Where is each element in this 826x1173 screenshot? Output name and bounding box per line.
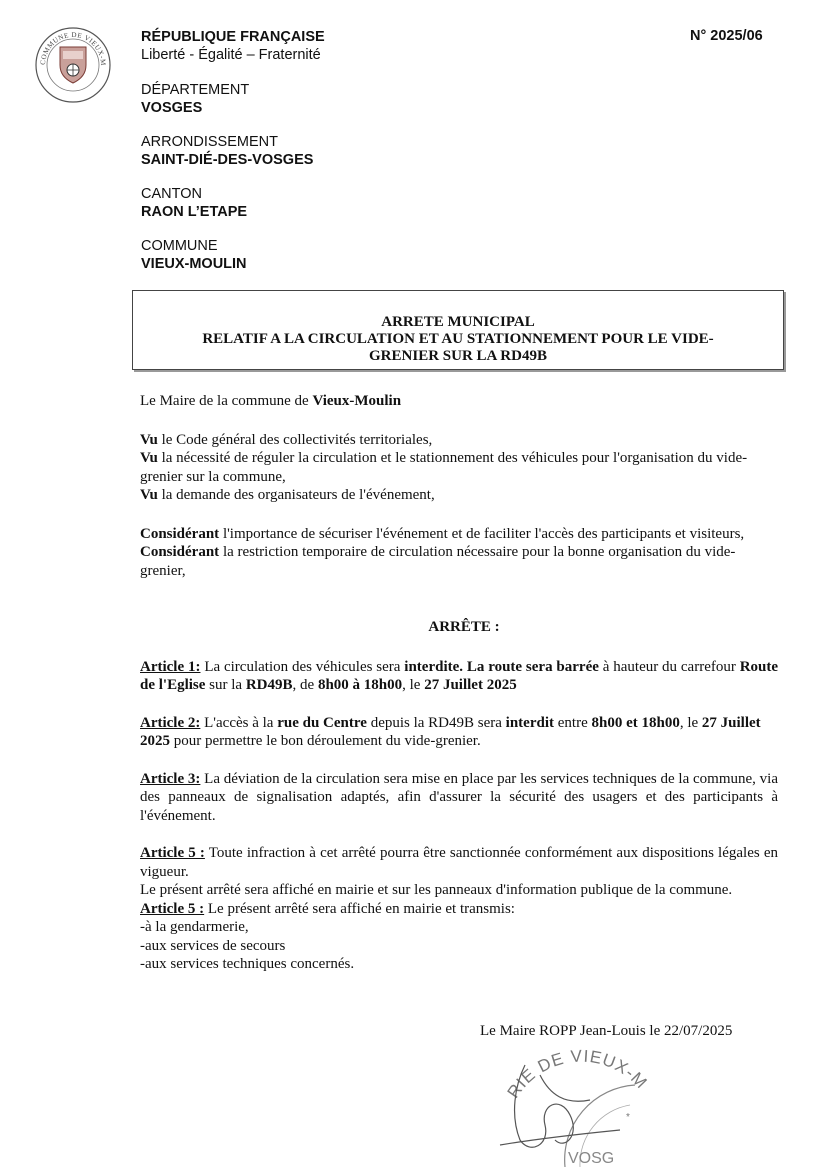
title-line-3: GRENIER SUR LA RD49B	[369, 348, 547, 364]
arrondissement-label: ARRONDISSEMENT	[141, 134, 278, 150]
article-2-text: entre	[554, 714, 592, 731]
article-5b-label: Article 5 :	[140, 900, 205, 917]
article-5b-text: Le présent arrêté sera affiché en mairie et transmis:	[204, 900, 515, 917]
article-1-text: , le	[402, 677, 425, 693]
article-1	[140, 658, 778, 695]
article-2-text: depuis la RD49B sera	[366, 714, 506, 731]
article-5a-label: Article 5 :	[140, 845, 205, 861]
article-1-bold: 8h00 à 18h00	[317, 677, 403, 693]
article-1-text: , de	[292, 677, 318, 693]
arrete-heading: ARRÊTE :	[428, 619, 500, 635]
article-1-bold: Route de l'Eglise	[140, 658, 779, 693]
arrondissement-group	[141, 133, 325, 169]
signature-line: Le Maire ROPP Jean-Louis le 22/07/2025	[480, 1023, 733, 1039]
mayor-prefix: Le Maire de la commune de	[140, 393, 313, 409]
article-2-label: Article 2:	[140, 714, 201, 731]
svg-text:COMMUNE DE VIEUX-MOULIN: COMMUNE DE VIEUX-M	[38, 30, 108, 67]
article-2	[140, 714, 778, 751]
vu-3-text: la demande des organisateurs de l'événement,	[157, 487, 435, 503]
mayor-stamp-signature	[470, 1045, 660, 1168]
considerant-1-text: l'importance de sécuriser l'événement et de faciliter l'accès des participants et visiteurs,	[219, 525, 745, 542]
vu-word: Vu	[140, 487, 158, 503]
article-3	[140, 770, 778, 826]
considerant-word: Considérant	[140, 544, 220, 560]
article-2-text: L'accès à la	[200, 714, 278, 731]
canton-label: CANTON	[141, 186, 202, 202]
mayor-intro	[140, 392, 778, 411]
republic-title: RÉPUBLIQUE FRANÇAISE	[141, 29, 325, 45]
affichage-paragraph: Le présent arrêté sera affiché en mairie et sur les panneaux d'information publique de la commune.	[140, 882, 733, 898]
considerant-1	[140, 525, 778, 544]
article-1-label: Article 1:	[140, 658, 201, 675]
canton-group	[141, 185, 325, 221]
list-item: -à la gendarmerie,	[140, 919, 249, 935]
vu-1	[140, 431, 778, 450]
motto: Liberté - Égalité – Fraternité	[141, 47, 321, 63]
commune-value: VIEUX-MOULIN	[141, 256, 247, 272]
republic-group	[141, 28, 325, 64]
article-5-sanctions	[140, 844, 778, 881]
article-2-bold: 8h00 et 18h00	[591, 714, 680, 731]
title-line-2: RELATIF A LA CIRCULATION ET AU STATIONNEMENT POUR LE VIDE-	[202, 331, 714, 347]
header-block	[141, 28, 325, 289]
vu-word: Vu	[140, 431, 158, 448]
article-1-text: sur la	[205, 677, 246, 693]
commune-label: COMMUNE	[141, 238, 218, 254]
article-2-text: , le	[679, 714, 702, 731]
article-2-bold: 27 Juillet 2025	[140, 714, 761, 749]
svg-text:RIE DE VIEUX-MOULIN: RIE DE VIEUX-M	[503, 1046, 652, 1102]
mayor-commune: Vieux-Moulin	[312, 393, 402, 409]
article-2-bold: interdit	[505, 714, 554, 731]
title-line-1: ARRETE MUNICIPAL	[381, 314, 535, 330]
vu-word: Vu	[140, 450, 158, 466]
article-1-text: à hauteur du carrefour	[598, 658, 740, 675]
article-1-bold: La route sera barrée	[466, 658, 599, 675]
considerant-word: Considérant	[140, 525, 220, 542]
article-1-bold: interdite.	[404, 658, 464, 675]
svg-text:VOSG: VOSG	[568, 1150, 615, 1167]
departement-label: DÉPARTEMENT	[141, 82, 250, 98]
article-2-text: pour permettre le bon déroulement du vide-grenier.	[170, 733, 481, 749]
departement-value: VOSGES	[141, 100, 203, 116]
article-1-text: La circulation des véhicules sera	[200, 658, 405, 675]
departement-group	[141, 81, 325, 117]
considerant-2	[140, 543, 778, 580]
arrondissement-value: SAINT-DIÉ-DES-VOSGES	[141, 152, 314, 168]
list-item: -aux services techniques concernés.	[140, 956, 355, 972]
article-1-bold: RD49B	[245, 677, 293, 693]
article-5-transmission	[140, 900, 778, 919]
article-3-text: La déviation de la circulation sera mise en place par les services techniques de la commune, via des panneaux de signalisation adaptés, afin d'assurer la sécurité des usagers et des participants à l'événement.	[140, 770, 778, 824]
article-5a-text: Toute infraction à cet arrêté pourra être sanctionnée conformément aux dispositions légales en vigueur.	[140, 845, 778, 880]
vu-3	[140, 486, 778, 505]
svg-text:*: *	[626, 1112, 630, 1123]
article-2-bold: rue du Centre	[277, 714, 367, 731]
considerant-2-text: la restriction temporaire de circulation nécessaire pour la bonne organisation du vide-grenier,	[140, 544, 736, 579]
article-1-bold: 27 Juillet 2025	[424, 677, 517, 693]
canton-value: RAON L’ETAPE	[141, 204, 248, 220]
article-3-label: Article 3:	[140, 770, 201, 787]
commune-group	[141, 237, 325, 273]
reference-number: N° 2025/06	[690, 28, 763, 44]
vu-1-text: le Code général des collectivités territoriales,	[157, 431, 433, 448]
commune-seal	[33, 25, 113, 105]
list-item: -aux services de secours	[140, 937, 286, 954]
vu-2	[140, 449, 778, 486]
vu-2-text: la nécessité de réguler la circulation et le stationnement des véhicules pour l'organisation du vide-grenier sur la commune,	[140, 450, 748, 485]
document-body	[140, 392, 778, 974]
title-box	[132, 290, 784, 370]
